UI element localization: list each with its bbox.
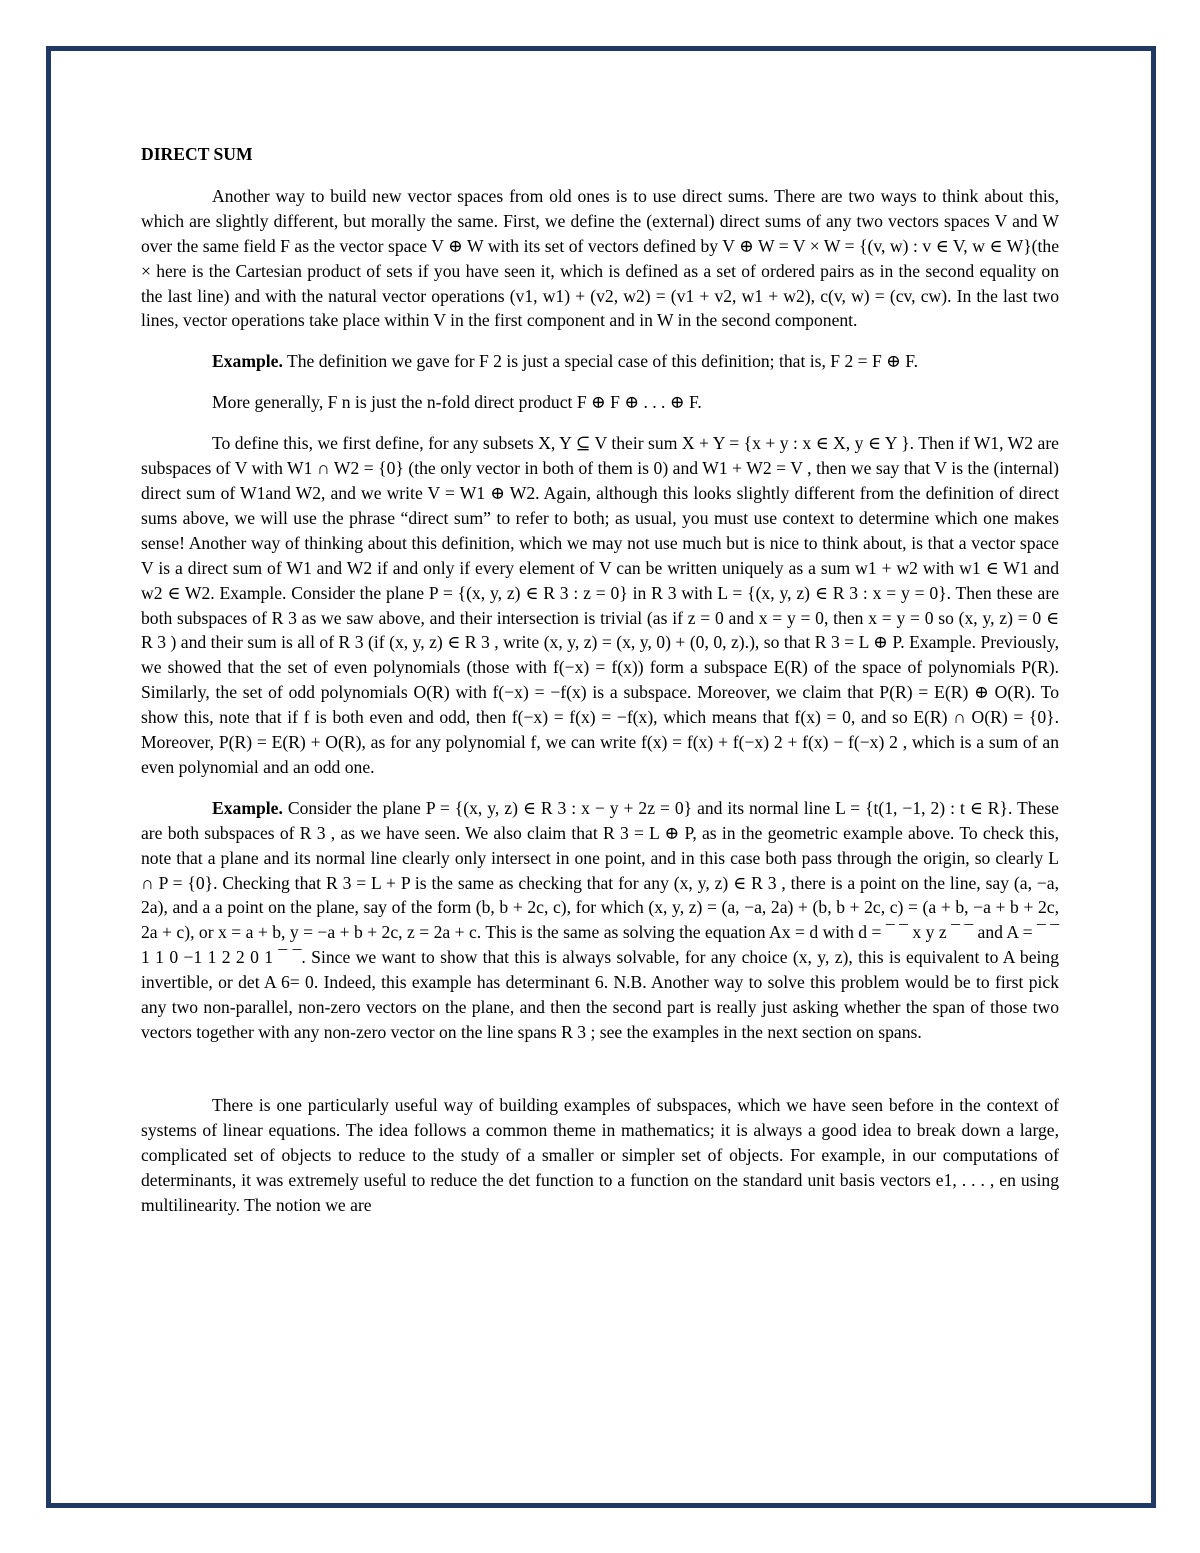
- section-heading: DIRECT SUM: [141, 144, 253, 164]
- spacer: [141, 1061, 1059, 1093]
- document-body: [141, 142, 1059, 1233]
- example-label: Example.: [212, 351, 283, 372]
- paragraph-example-f2: [141, 349, 1059, 374]
- paragraph-external-direct-sum: Another way to build new vector spaces from old ones is to use direct sums. There are two ways to think about this, which are slightly different, but morally the same. First, we define the (external) direct sums of any two vectors spaces V and W over the same field F as the vector space V ⊕ W with its set of vectors defined by V ⊕ W = V × W = {(v, w) : v ∈ V, w ∈ W}(the × here is the Cartesian product of sets if you have seen it, which is defined as a set of ordered pairs as in the second equality on the last line) and with the natural vector operations (v1, w1) + (v2, w2) = (v1 + v2, w1 + w2), c(v, w) = (cv, cw). In the last two lines, vector operations take place within V in the first component and in W in the second component.: [141, 185, 1059, 331]
- example-label: Example.: [212, 797, 283, 818]
- paragraph-fn: More generally, F n is just the n-fold direct product F ⊕ F ⊕ . . . ⊕ F.: [212, 392, 702, 413]
- example-text: Consider the plane P = {(x, y, z) ∈ R 3 : x − y + 2z = 0} and its normal line L = {t(1, −1, 2) : t ∈ R}. These are both subspaces of R 3 , as we have seen. We also claim that R 3 = L ⊕ P, as in the geometric example above. To check this, note that a plane and its normal line clearly only intersect in one point, and in this case both pass through the origin, so clearly L ∩ P = {0}. Checking that R 3 = L + P is the same as checking that for any (x, y, z) ∈ R 3 , there is a point on the line, say (a, −a, 2a), and a a point on the plane, say of the form (b, b + 2c, c), for which (x, y, z) = (a, −a, 2a) + (b, b + 2c, c) = (a + b, −a + b + 2c, 2a + c), or x = a + b, y = −a + b + 2c, z = 2a + c. This is the same as solving the equation Ax = d with d = ¯ ¯ x y z ¯ ¯ and A = ¯ ¯ 1 1 0 −1 1 2 2 0 1 ¯ ¯. Since we want to show that this is always solvable, for any choice (x, y, z), this is equivalent to A being invertible, or det A 6= 0. Indeed, this example has determinant 6. N.B. Another way to solve this problem would be to first pick any two non-parallel, non-zero vectors on the plane, and then the second part is really just asking whether the span of those two vectors together with any non-zero vector on the line spans R 3 ; see the examples in the next section on spans.: [141, 797, 1059, 1042]
- example-text: The definition we gave for F 2 is just a special case of this definition; that is, F 2 = F ⊕ F.: [282, 351, 919, 372]
- paragraph-internal-direct-sum: To define this, we first define, for any subsets X, Y ⊆ V their sum X + Y = {x + y : x ∈ X, y ∈ Y }. Then if W1, W2 are subspaces of V with W1 ∩ W2 = {0} (the only vector in both of them is 0) and W1 + W2 = V , then we say that V is the (internal) direct sum of W1and W2, and we write V = W1 ⊕ W2. Again, although this looks slightly different from the definition of direct sums above, we will use the phrase “direct sum” to refer to both; as usual, you must use context to determine which one makes sense! Another way of thinking about this definition, which we may not use much but is nice to think about, is that a vector space V is a direct sum of W1 and W2 if and only if every element of V can be written uniquely as a sum w1 + w2 with w1 ∈ W1 and w2 ∈ W2. Example. Consider the plane P = {(x, y, z) ∈ R 3 : z = 0} in R 3 with L = {(x, y, z) ∈ R 3 : x = y = 0}. Then these are both subspaces of R 3 as we saw above, and their intersection is trivial (as if z = 0 and x = y = 0, then x = y = 0 so (x, y, z) = 0 ∈ R 3 ) and their sum is all of R 3 (if (x, y, z) ∈ R 3 , write (x, y, z) = (x, y, 0) + (0, 0, z).), so that R 3 = L ⊕ P. Example. Previously, we showed that the set of even polynomials (those with f(−x) = f(x)) form a subspace E(R) of the space of polynomials P(R). Similarly, the set of odd polynomials O(R) with f(−x) = −f(x) is a subspace. Moreover, we claim that P(R) = E(R) ⊕ O(R). To show this, note that if f is both even and odd, then f(−x) = f(x) = −f(x), which means that f(x) = 0, and so E(R) ∩ O(R) = {0}. Moreover, P(R) = E(R) + O(R), as for any polynomial f, we can write f(x) = f(x) + f(−x) 2 + f(x) − f(−x) 2 , which is a sum of an even polynomial and an odd one.: [141, 433, 1059, 777]
- paragraph-example-plane-normal-line: [141, 796, 1059, 1045]
- paragraph-subspaces-intro: There is one particularly useful way of building examples of subspaces, which we have seen before in the context of systems of linear equations. The idea follows a common theme in mathematics; it is always a good idea to break down a large, complicated set of objects to reduce to the study of a smaller or simpler set of objects. For example, in our computations of determinants, it was extremely useful to reduce the det function to a function on the standard unit basis vectors e1, . . . , en using multilinearity. The notion we are: [141, 1094, 1059, 1215]
